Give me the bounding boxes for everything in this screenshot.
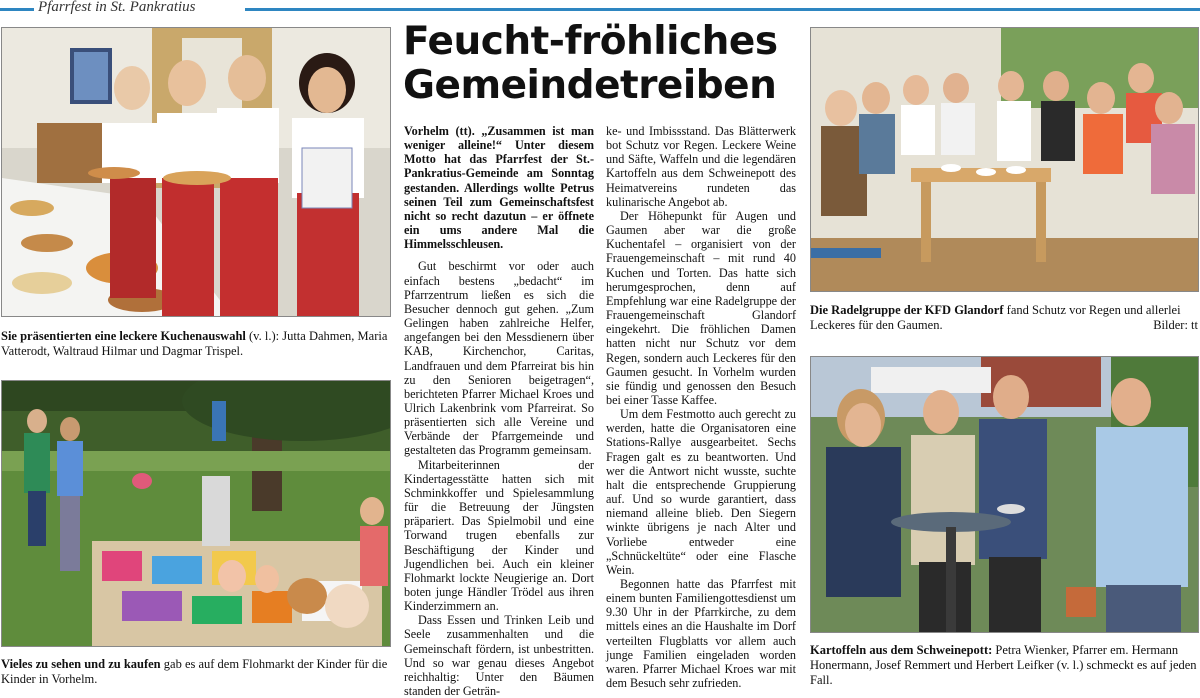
caption-cake-bold: Sie präsentierten eine leckere Kuchenauswahl xyxy=(1,329,246,343)
caption-cake xyxy=(1,329,391,359)
caption-cake-text: (v. l.): Jutta Dahmen, Maria Vatterodt, Waltraud Hilmar und Dagmar Trispel. xyxy=(1,329,388,358)
section-header xyxy=(0,0,1200,18)
photo-flea-market xyxy=(1,380,391,647)
article-column-2 xyxy=(606,124,796,690)
caption-flea-bold: Vieles zu sehen und zu kaufen xyxy=(1,657,161,671)
header-rule-left xyxy=(0,8,34,11)
article-paragraph: Um dem Festmotto auch gerecht zu werden, hatte die Organisatoren eine Stations-Rallye ausgearbeitet. Sechs Fragen galt es zu beantworten. Und wer die Antwort nicht wusste, suchte halt die entsprechende Gruppierung auf. Und so wurde garantiert, dass niemand alleine blieb. Den Siegern winkte übrigens je nach Alter und Vorliebe entweder eine „Schnückeltüte“ oder eine Flasche Wein. xyxy=(606,407,796,577)
header-rule-right xyxy=(245,8,1200,11)
photo-potatoes xyxy=(810,356,1199,633)
section-kicker: Pfarrfest in St. Pankratius xyxy=(38,0,196,15)
article-paragraph: ke- und Imbissstand. Das Blätterwerk bot Schutz vor Regen. Leckere Weine und Säfte, Waffeln und die legendären Kartoffeln aus dem Schweinepott des Heimatvereins rundeten das kulinarische Angebot ab. xyxy=(606,124,796,209)
caption-cycling-bold: Die Radelgruppe der KFD Glandorf xyxy=(810,303,1004,317)
article-column-1 xyxy=(404,124,594,698)
headline-line-2: Gemeindetreiben xyxy=(403,63,777,108)
photo-credit: Bilder: tt xyxy=(1153,318,1198,332)
caption-cycling-text: fand Schutz vor Regen und allerlei Leckeres für den Gaumen. xyxy=(810,303,1181,332)
article-paragraph: Gut beschirmt vor oder auch einfach bestens „bedacht“ im Pfarrzentrum ließen es sich die Besucher dennoch gut gehen. „Zum Gelingen haben zahlreiche Helfer, angefangen bei den Messdienern über KAB, Kirchenchor, Caritas, Landfrauen und dem Pfarreirat bis hin zu den Senioren beigetragen“, berichteten Pfarrer Michael Kroes und Ulrich Lakenbrink vom Pfarreirat. So präsentierten sich alle Vereine und Verbände der Pfarrgemeinde und gestalteten das Programm gemeinsam. xyxy=(404,259,594,458)
photo-cycling-group xyxy=(810,27,1199,292)
headline-line-1: Feucht-fröhliches xyxy=(403,19,778,64)
caption-flea-text: gab es auf dem Flohmarkt der Kinder für die Kinder in Vorhelm. xyxy=(1,657,388,686)
caption-potatoes xyxy=(810,643,1200,688)
article-paragraph: Begonnen hatte das Pfarrfest mit einem bunten Familiengottesdienst um 9.30 Uhr in der Pfarrkirche, zu dem mittels eines an die Haushalte im Dorf verteilten Flugblatts vor allem auch junge Familien eingeladen worden waren. Pfarrer Michael Kroes war mit dem Besuch sehr zufrieden. xyxy=(606,577,796,691)
caption-flea xyxy=(1,657,393,687)
caption-potatoes-bold: Kartoffeln aus dem Schweinepott: xyxy=(810,643,993,657)
article-headline xyxy=(403,20,803,108)
article-paragraph: Mitarbeiterinnen der Kindertagesstätte hatten sich mit Schminkkoffer und Spielesammlung für die Betreuung der Jüngsten präpariert. Das Spielmobil und eine Torwand trugen ebenfalls zur Beschäftigung der Kinder und Jugendlichen bei. Auch ein kleiner Flohmarkt lockte Neugierige an. Dort boten junge Händler Trödel aus ihren Kinderzimmern an. xyxy=(404,457,594,614)
caption-cycling xyxy=(810,303,1198,333)
article-paragraph: Dass Essen und Trinken Leib und Seele zusammenhalten und die Gemeinschaft fördern, ist unbestritten. Und so war genau dieses Angebot reichhaltig: Unter den Bäumen standen der Geträn- xyxy=(404,613,594,698)
article-lead: Vorhelm (tt). „Zusammen ist man weniger alleine!“ Unter diesem Motto hat das Pfarrfest der St.-Pankratius-Gemeinde am Sonntag gestanden. Allerdings wollte Petrus seinen Teil zum Gemeinschaftsfest nicht so recht dazutun – er öffnete ein ums andere Mal die Himmelsschleusen. xyxy=(404,124,594,252)
photo-cake-table xyxy=(1,27,391,317)
caption-potatoes-text: Petra Wienker, Pfarrer em. Hermann Honermann, Josef Remmert und Herbert Leifker (v. l.) schmeckt es auf jeden Fall. xyxy=(810,643,1197,687)
article-paragraph: Der Höhepunkt für Augen und Gaumen aber war die große Kuchentafel – organisiert von der Frauengemeinschaft – mit rund 40 Kuchen und Torten. Das hatte sich herumgesprochen, denn auf Empfehlung war eine Radelgruppe der Frauengemeinschaft Glandorf eingekehrt. Die fröhlichen Damen hatten nicht nur Schutz vor dem Regen, sondern auch Leckeres für den Gaumen gesucht. In Vorhelm wurden sie fündig und genossen den Besuch bei einer Tasse Kaffee. xyxy=(606,208,796,407)
